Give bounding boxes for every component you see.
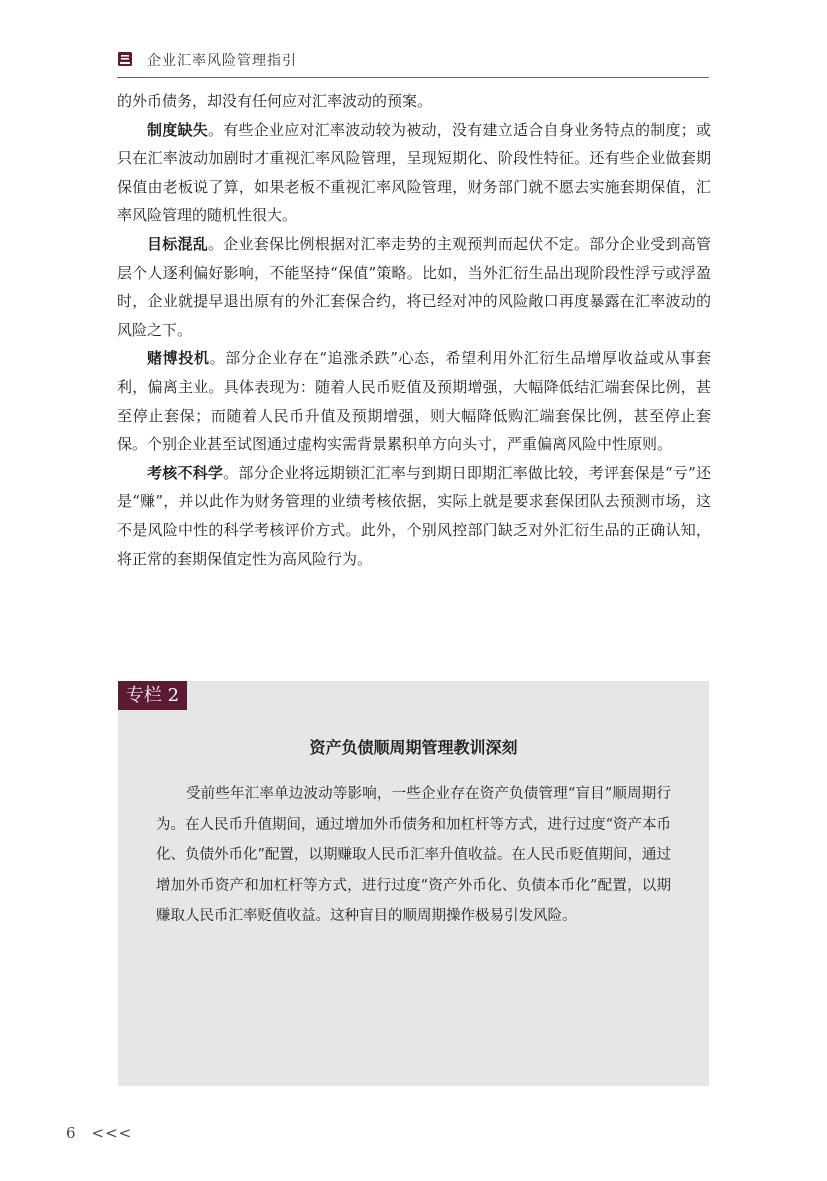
keyword: 考核不科学: [147, 463, 224, 482]
header-divider: [117, 77, 709, 78]
column-text: 受前些年汇率单边波动等影响，一些企业存在资产负债管理“盲目”顺周期行为。在人民币升值期间，通过增加外币债务和加杠杆等方式，进行过度“资产本币化、负债外币化”配置，以期赚取人民币汇率升值收益。在人民币贬值期间，通过增加外币资产和加杠杆等方式，进行过度“资产外币化、负债本币化”配置，以期赚取人民币汇率贬值收益。这种盲目的顺周期操作极易引发风险。: [156, 786, 671, 924]
book-icon: [117, 51, 133, 67]
body-text: [117, 87, 711, 573]
paragraph-goal-confusion: 目标混乱。企业套保比例根据对汇率走势的主观预判而起伏不定。部分企业受到高管层个人逐利偏好影响，不能坚持“保值”策略。比如，当外汇衍生品出现阶段性浮亏或浮盈时，企业就提早退出原有的外汇套保合约，将已经对冲的风险敞口再度暴露在汇率波动的风险之下。: [117, 234, 711, 339]
keyword: 赌博投机: [147, 349, 210, 368]
column-title: 资产负债顺周期管理教训深刻: [309, 738, 518, 757]
running-header: [117, 48, 709, 80]
header-title: 企业汇率风险管理指引: [147, 53, 297, 69]
keyword: 目标混乱: [147, 234, 208, 253]
paragraph-system-missing: 制度缺失。有些企业应对汇率波动较为被动，没有建立适合自身业务特点的制度；或只在汇率波动加剧时才重视汇率风险管理，呈现短期化、阶段性特征。还有些企业做套期保值由老板说了算，如果老板不重视汇率风险管理，财务部门就不愿去实施套期保值，汇率风险管理的随机性很大。: [117, 120, 711, 225]
paragraph-assessment: 考核不科学。部分企业将远期锁汇汇率与到期日即期汇率做比较，考评套保是“亏”还是“赚”，并以此作为财务管理的业绩考核依据，实际上就是要求套保团队去预测市场，这不是风险中性的科学考核评价方式。此外，个别风控部门缺乏对外汇衍生品的正确认知，将正常的套期保值定性为高风险行为。: [117, 463, 711, 568]
paragraph-continuation: 的外币债务，却没有任何应对汇率波动的预案。: [117, 92, 433, 110]
column-box: [118, 681, 709, 1086]
page-number: 6: [66, 1124, 76, 1142]
page-footer: [66, 1124, 132, 1142]
paragraph-speculation: 赌博投机。部分企业存在“追涨杀跌”心态，希望利用外汇衍生品增厚收益或从事套利，偏离主业。具体表现为：随着人民币贬值及预期增强，大幅降低结汇端套保比例，甚至停止套保；而随着人民币升值及预期增强，则大幅降低购汇端套保比例，甚至停止套保。个别企业甚至试图通过虚构实需背景累积单方向头寸，严重偏离风险中性原则。: [117, 349, 711, 454]
keyword: 制度缺失: [147, 120, 208, 139]
column-label: 专栏 2: [118, 681, 187, 710]
back-arrows: <<<: [91, 1124, 133, 1142]
